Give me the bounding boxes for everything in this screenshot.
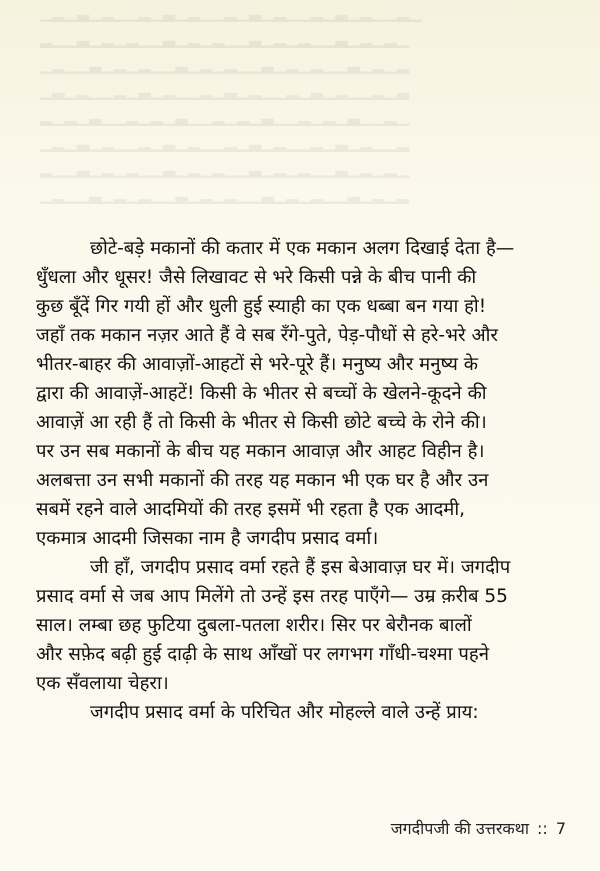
text-line: पर उन सब मकानों के बीच यह मकान आवाज़ और आहट विहीन है। — [36, 441, 485, 462]
text-line: जी हाँ, जगदीप प्रसाद वर्मा रहते हैं इस बेआवाज़ घर में। जगदीप — [90, 557, 511, 578]
paragraph-1 — [36, 234, 584, 553]
text-line: जगदीप प्रसाद वर्मा के परिचित और मोहल्ले वाले उन्हें प्राय: — [90, 702, 479, 723]
text-line: एक सँवलाया चेहरा। — [36, 673, 169, 694]
text-line: छोटे-बड़े मकानों की कतार में एक मकान अलग दिखाई देता है— — [90, 238, 515, 259]
footer-separator: :: — [537, 819, 548, 838]
text-line: द्वारा की आवाज़ें-आहटें! किसी के भीतर से बच्चों के खेलने-कूदने की — [36, 383, 487, 404]
text-line: भीतर-बाहर की आवाज़ों-आहटों से भरे-पूरे हैं। मनुष्य और मनुष्य के — [36, 354, 478, 375]
text-line: कुछ बूँदें गिर गयी हों और धुली हुई स्याही का एक धब्बा बन गया हो! — [36, 296, 487, 317]
running-title: जगदीपजी की उत्तरकथा — [390, 819, 530, 838]
text-line: सबमें रहने वाले आदमियों की तरह इसमें भी रहता है एक आदमी, — [36, 499, 466, 520]
paragraph-3 — [36, 698, 584, 727]
body-text — [36, 234, 584, 727]
page-number: 7 — [555, 819, 566, 838]
text-line: जहाँ तक मकान नज़र आते हैं वे सब रँगे-पुते, पेड़-पौधों से हरे-भरे और — [36, 325, 498, 346]
paragraph-2 — [36, 553, 584, 698]
text-line: और सफ़ेद बढ़ी हुई दाढ़ी के साथ आँखों पर लगभग गाँधी-चश्मा पहने — [36, 644, 490, 665]
text-line: एकमात्र आदमी जिसका नाम है जगदीप प्रसाद वर्मा। — [36, 528, 379, 549]
text-line: धुँधला और धूसर! जैसे लिखावट से भरे किसी पन्ने के बीच पानी की — [36, 267, 477, 288]
page-footer — [391, 817, 566, 839]
text-line: अलबत्ता उन सभी मकानों की तरह यह मकान भी एक घर है और उन — [36, 470, 489, 491]
text-line: प्रसाद वर्मा से जब आप मिलेंगे तो उन्हें इस तरह पाएँगे— उम्र क़रीब 55 — [36, 586, 508, 607]
text-line: आवाज़ें आ रही हैं तो किसी के भीतर से किसी छोटे बच्चे के रोने की। — [36, 412, 487, 433]
show-through-text: ▁▂▁▃▁▂▁▁▂▁▃▁▂▁▁▂▁▃▁▂▁▁▂▁▃▁▂▁▁▂▁ ▂▁▁▃▁▂▁▂▁▁▃▁▂▁▂▁▁▃▁▂▁▂▁▁▃▁▂▁▂▁ ▁▂▁▁▃▁▂▁▂▁▁▃▁▂▁▂▁▁▃▁▂▁▂▁▁▃▁▂▁▂ ▁▃▁▂▁▁▂▁▃▁▂▁▁▂▁▃▁▂▁▁▂▁▃▁▂▁▁▂▁▃ ▂▁▂▁▃▁▁▂▁▂▁▃▁▁▂▁▂▁▃▁▁▂▁▂▁▃▁▁▂▁ ▁▂▁▃▁▂▁▁▂▁▃▁▂▁▁▂▁▃▁▂▁▁▂▁▃▁▂▁▁▂ ▂▁▁▃▁▂▁▂▁▁▃▁▂▁▂▁▁▃▁▂▁▂▁▁▃▁▂▁▂▁ ▁▂▁▁▃▁▂▁▂▁▁▃▁▂▁▂▁▁▃▁▂▁▂▁▁▃▁▂▁▂ — [40, 3, 422, 204]
text-line: साल। लम्बा छह फुटिया दुबला-पतला शरीर। सिर पर बेरौनक बालों — [36, 615, 472, 636]
